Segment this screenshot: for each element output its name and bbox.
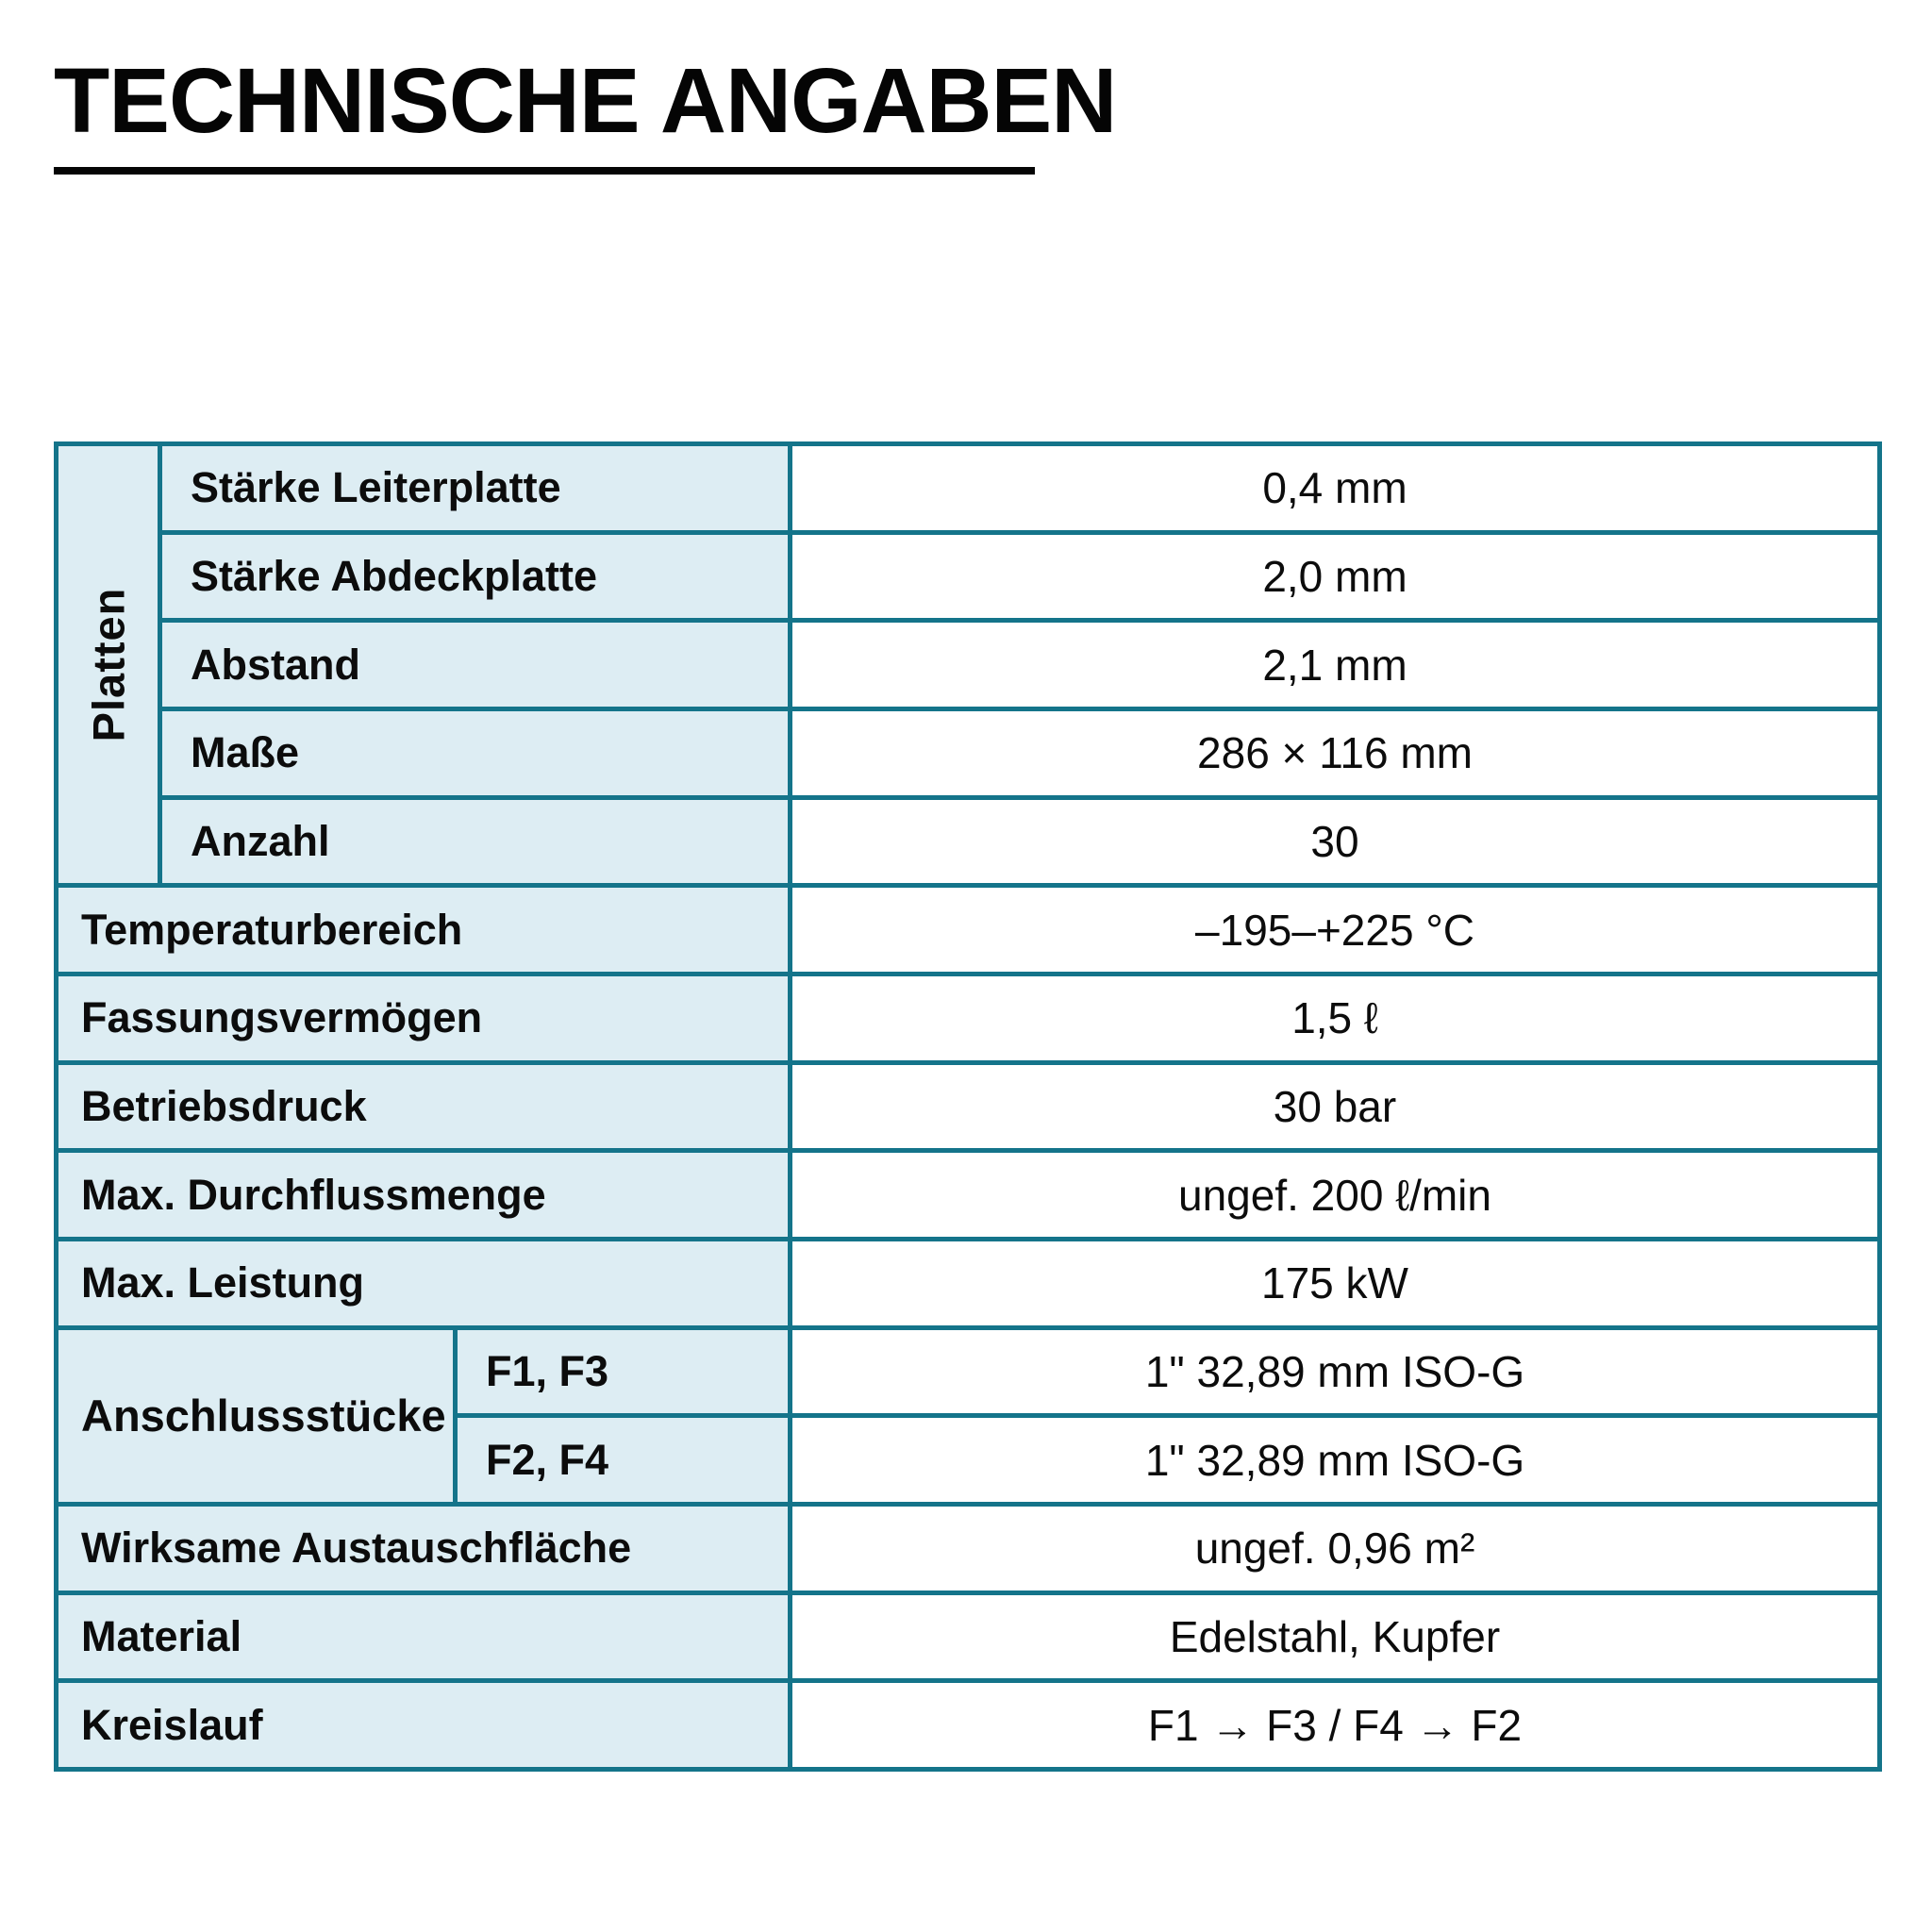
page-title: TECHNISCHE ANGABEN bbox=[54, 49, 1117, 152]
spec-table bbox=[54, 441, 1882, 1772]
row-label: Fassungsvermögen bbox=[58, 976, 788, 1060]
row-label: Abstand bbox=[162, 623, 788, 707]
row-value: 1" 32,89 mm ISO-G bbox=[792, 1418, 1877, 1502]
row-label: Stärke Leiterplatte bbox=[162, 446, 788, 530]
row-value: F1 → F3 / F4 → F2 bbox=[792, 1683, 1877, 1767]
row-value: 2,0 mm bbox=[792, 535, 1877, 619]
row-sublabel: F1, F3 bbox=[458, 1330, 788, 1414]
row-sublabel: F2, F4 bbox=[458, 1418, 788, 1502]
row-label: Maße bbox=[162, 711, 788, 795]
row-label: Anzahl bbox=[162, 800, 788, 884]
row-label: Max. Durchflussmenge bbox=[58, 1153, 788, 1237]
row-value: ungef. 0,96 m² bbox=[792, 1507, 1877, 1591]
row-value: –195–+225 °C bbox=[792, 888, 1877, 972]
row-label: Material bbox=[58, 1595, 788, 1679]
anschluss-group-label: Anschlussstücke bbox=[81, 1391, 446, 1441]
row-label: Betriebsdruck bbox=[58, 1065, 788, 1149]
row-label: Wirksame Austauschfläche bbox=[58, 1507, 788, 1591]
row-label: Max. Leistung bbox=[58, 1241, 788, 1325]
row-value: Edelstahl, Kupfer bbox=[792, 1595, 1877, 1679]
row-value: 175 kW bbox=[792, 1241, 1877, 1325]
anschluss-group-cell bbox=[58, 1330, 453, 1502]
row-label: Stärke Abdeckplatte bbox=[162, 535, 788, 619]
row-value: 286 × 116 mm bbox=[792, 711, 1877, 795]
row-label: Temperaturbereich bbox=[58, 888, 788, 972]
row-value: 0,4 mm bbox=[792, 446, 1877, 530]
row-value: 1" 32,89 mm ISO-G bbox=[792, 1330, 1877, 1414]
row-label: Kreislauf bbox=[58, 1683, 788, 1767]
title-underline bbox=[54, 167, 1035, 175]
row-value: 2,1 mm bbox=[792, 623, 1877, 707]
platten-group-label: Platten bbox=[83, 587, 134, 742]
row-value: ungef. 200 ℓ/min bbox=[792, 1153, 1877, 1237]
row-value: 30 bar bbox=[792, 1065, 1877, 1149]
title-block bbox=[54, 49, 1117, 175]
row-value: 30 bbox=[792, 800, 1877, 884]
platten-group-cell bbox=[58, 446, 158, 883]
row-value: 1,5 ℓ bbox=[792, 976, 1877, 1060]
